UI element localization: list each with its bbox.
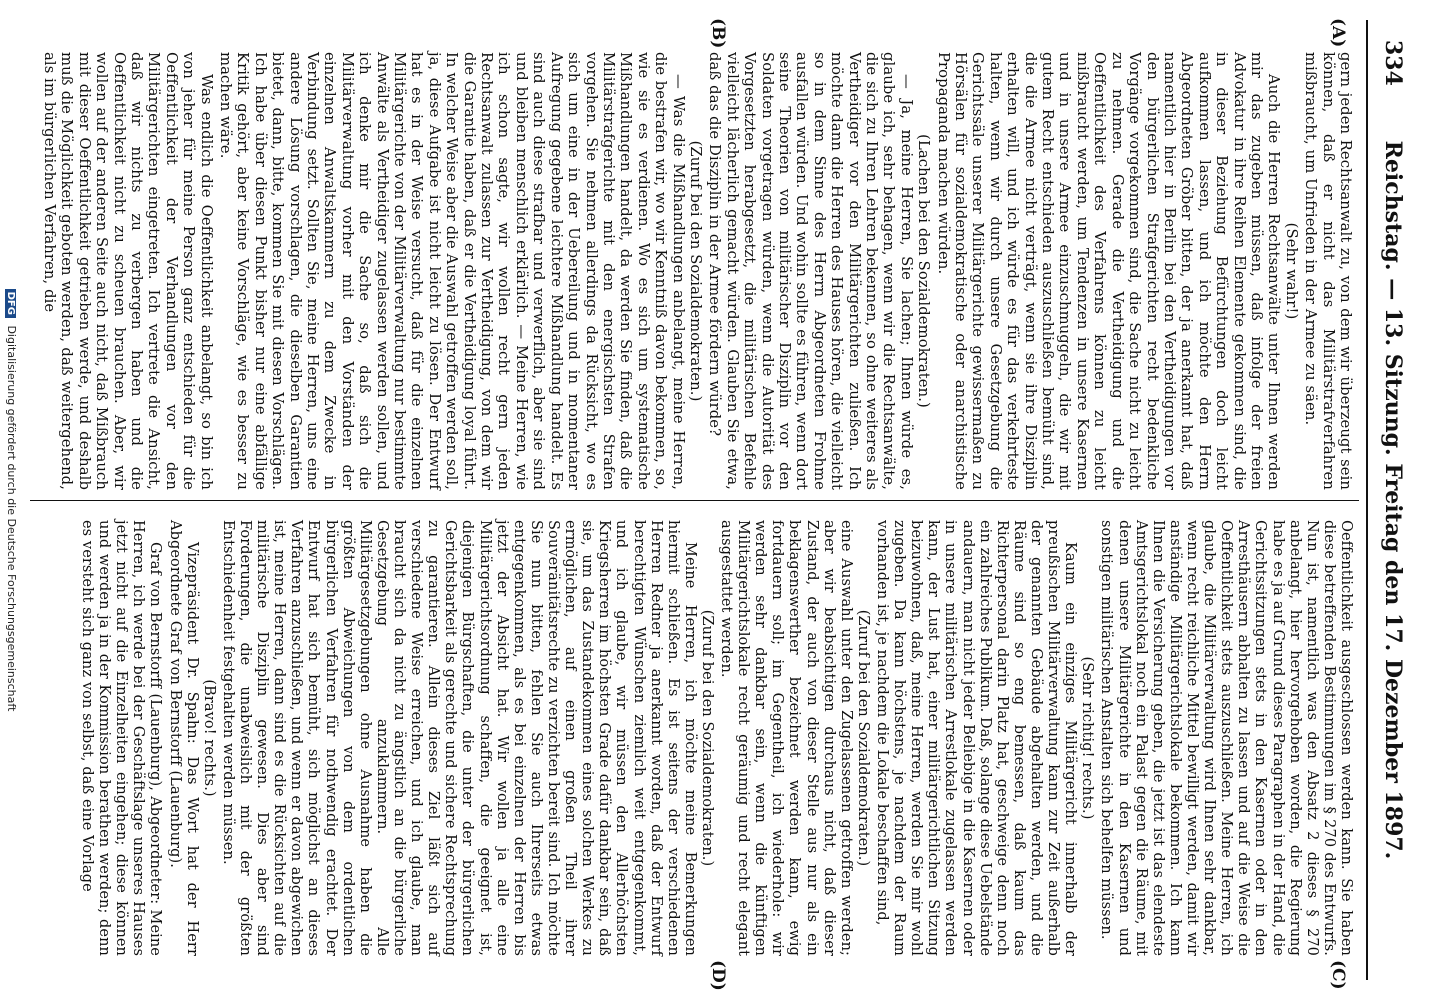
dfg-logo: DFG [5, 289, 16, 318]
digitization-footer [5, 0, 18, 1000]
page-number: 334 [1380, 40, 1406, 86]
page-title: Reichstag. — 13. Sitzung. Freitag den 17. Dezember 1897. [1380, 140, 1406, 860]
paragraph: gern jeden Rechtsanwalt zu, von dem wir überzeugt sein können, daß er nicht das Militärstrafverfahren mißbraucht, um Unfrieden in der Armee zu säen. [1302, 52, 1354, 490]
paragraph: Kaum ein einziges Militärgericht innerhalb der preußischen Militärverwaltung kann zur Zeit außerhalb der genannten Gebäude abgehalten werden, und die Räume sind so eng bemessen, daß kaum das Richterpersonal darin Platz hat, geschweige denn noch ein zahlreiches Publikum. Daß, solange diese Uebelstände andauern, man nicht jeder Beliebige in die Kasernen oder in unsere militärischen Arrestlokale zugelassen werden kann, der Lust hat, einer militärgerichtlichen Sitzung beizuwohnen, daß, meine Herren, werden Sie mir wohl zugeben. Da kann höchstens, je nachdem der Raum vorhanden ist, je nachdem die Lokale beschaffen sind, [874, 520, 1079, 956]
margin-marker-c: (C) [1328, 960, 1348, 990]
left-column [39, 52, 1354, 490]
interjection: (Bravo! rechts.) [200, 679, 217, 797]
paragraph: Vizepräsident Dr. Spahn: Das Wort hat der Herr Abgeordnete Graf von Bernstorff (Lauenburg). [166, 520, 200, 956]
paragraph: Was endlich die Oeffentlichkeit anbelangt, so bin ich von jeher für meine Person ganz entschieden für die Oeffentlichkeit der Verhandlungen vor den Militärgerichten eingetreten. Ich vertrete die Ansicht, daß wir nichts zu verbergen haben und die Oeffentlichkeit nicht zu scheuen brauchen. Aber, wir wollen auf der anderen Seite auch nicht, daß Mißbrauch mit dieser Oeffentlichkeit getrieben werde, und deshalb muß die Möglichkeit geboten werden, daß weitergehend, als im bürgerlichen Verfahren, die [40, 52, 215, 490]
margin-marker-d: (D) [708, 960, 728, 991]
paragraph: Auch die Herren Rechtsanwälte unter Ihnen werden mir das zugeben müssen, daß infolge der freien Advokatur in ihre Reihen Elemente gekommen sind, die in dieser Beziehung Befürchtungen doch leicht aufkommen lassen, und ich möchte den Herrn Abgeordneten Gröber bitten, der ja anerkannt hat, daß namentlich hier in Berlin bei den Vertheidigungen vor den bürgerlichen Strafgerichten recht bedenkliche Vorgänge vorgekommen sind, die Sache nicht zu leicht zu nehmen. Gerade die Vertheidigung und die Oeffentlichkeit des Verfahrens können zu leicht mißbraucht werden, um Tendenzen in unsere Kasernen und in unsere Armee einzuschmuggeln, die wir mit gutem Recht entschieden auszuschließen bemüht sind, die die Armee nicht verträgt, wenn sie ihre Disziplin erhalten will, und ich würde es für das verkehrteste halten, wenn wir durch unsere Gesetzgebung die Gerichtssäle unserer Militärgerichte gewissermaßen zu Hörsälen für sozialdemokratische oder anarchistische Propaganda machen würden. [934, 52, 1283, 490]
paragraph: Oeffentlichkeit ausgeschlossen werden kann. Sie haben diese betreffenden Bestimmungen im § 270 des Entwurfs. Nun ist, namentlich was den Absatz 2 dieses § 270 anbelangt, hier hervorgehoben worden, die Regierung habe es ja auf Grund dieses Paragraphen in der Hand, die Gerichtssitzungen stets in den Kasernen oder in den Arresthäusern abhalten zu lassen und auf die Weise die Oeffentlichkeit stets auszuschließen. Meine Herren, ich glaube, die Militärverwaltung wird Ihnen sehr dankbar, wenn recht reichliche Mittel bewilligt werden, damit wir anständige Militärgerichtslokale bekommen. Ich kann Ihnen die Versicherung geben, die jetzt ist das elendeste Amtsgerichtslokal noch ein Palast gegen die Räume, mit denen unsere Militärgerichte in den Kasernen und sonstigen militärischen Anstalten sich behelfen müssen. [1098, 520, 1354, 956]
margin-marker-a: (A) [1328, 18, 1348, 48]
page-header [1366, 40, 1406, 960]
paragraph: Graf von Bernstorff (Lauenburg), Abgeordneter: Meine Herren, ich werde bei der Geschäftslage unseres Hauses jetzt nicht auf die Einzelheiten eingehen; diese können und werden ja in der Kommission berathen werden; denn es versteht sich ganz von selbst, daß eine Vorlage [79, 520, 164, 956]
column-divider [30, 500, 1359, 501]
interjection: (Lachen bei den Sozialdemokraten.) [915, 134, 933, 408]
interjection: (Zuruf bei den Sozialdemokraten.) [686, 140, 704, 402]
paragraph: — Ja, meine Herren, Sie lachen; Ihnen würde es, glaube ich, sehr behagen, wenn wir die Rechtsanwälte, die sich zu Ihren Lehren bekennen, so ohne weiteres als Vertheidiger vor den Militärgerichten zuließen. Ich möchte dann die Herren des Hauses hören, die vielleicht so in dem Sinne des Herrn Abgeordneten Frohme ausfallen würden. Und wohin sollte es führen, wenn dort seine Theorien von militärischer Disziplin vor den Soldaten vorgetragen würden, wenn die Autorität des Vorgesetzten herabgesetzt, die militärischen Befehle vielleicht lächerlich gemacht würden. Glauben Sie etwa, daß das die Disziplin in der Armee fördern würde? [706, 52, 915, 490]
interjection: (Zuruf bei den Sozialdemokraten.) [698, 609, 715, 867]
paragraph: — Was die Mißhandlungen anbelangt, meine Herren, die bestrafen wir, wo wir Kenntniß davon bekommen, so, wie sie es verdienen. Wo es sich um systematische Mißhandlungen handelt, da werden Sie finden, daß die Militärstrafgerichte mit den energischsten Strafen vorgehen. Sie nehmen allerdings da Rücksicht, wo es sich um eine in der Uebereilung und in momentaner Aufregung gegebene leichtere Mißhandlung handelt. Es sind auch diese strafbar und verwerflich, aber sie sind und bleiben menschlich erklärlich. — Meine Herren, wie ich schon sagte, wir wollen recht gern jeden Rechtsanwalt zulassen zur Vertheidigung, von dem wir die Garantie haben, daß er die Vertheidigung loyal führt. In welcher Weise aber die Auswahl getroffen werden soll, ja, diese Aufgabe ist nicht leicht zu lösen. Der Entwurf hat es in der Weise versucht, daß für die einzelnen Militärgerichte von der Militärverwaltung nur bestimmte Anwälte als Vertheidiger zugelassen werden sollen, und ich denke mir die Sache so, daß sich die Militärverwaltung vorher mit den Vorständen der einzelnen Anwaltskammern zu dem Zwecke in Verbindung setzt. Sollten Sie, meine Herren, uns eine andere Lösung vorschlagen, die dieselben Garantien bietet, dann, bitte, kommen Sie mit diesen Vorschlägen. Ich habe über diesen Punkt bisher nur eine abfällige Kritik gehört, aber keine Vorschläge, wie es besser zu machen wäre. [217, 52, 687, 490]
paragraph: eine Auswahl unter den Zugelassenen getroffen werden; aber wir beabsichtigen durchaus nicht, daß dieser Zustand, der auch von dieser Stelle aus nur als ein beklagenswerther bezeichnet werden kann, ewig fortdauern soll; im Gegentheil, ich wiederhole: wir werden sehr dankbar sein, wenn die künftigen Militärgerichtslokale recht geräumig und recht elegant ausgestattet werden. [718, 520, 854, 956]
footer-text: Digitalisierung gefördert durch die Deutsche Forschungsgemeinschaft [5, 325, 18, 712]
interjection: (Sehr richtig! rechts.) [1079, 656, 1096, 820]
paragraph: Meine Herren, ich möchte meine Bemerkungen hiermit schließen. Es ist seitens der verschiedenen Herren Redner ja anerkannt worden, daß der Entwurf berechtigten Wünschen ziemlich weit entgegenkommt, und ich glaube, wir müssen den Allerhöchsten Kriegsherren im höchsten Grade dafür dankbar sein, daß sie, um das Zustandekommen eines solchen Werkes zu ermöglichen, auf einen großen Theil ihrer Souveränitätsrechte zu verzichten bereit sind. Ich möchte Sie nun bitten, fehlen Sie auch Ihrerseits etwas entgegenkommen, als es bei einzelnen der Herren bis jetzt der Absicht hat. Wir wollen ja alle eine Militärgerichtsordnung schaffen, die geeignet ist, diejenigen Bürgschaften, die unter der bürgerlichen Gerichtsbarkeit als gerechte und sichere Rechtsprechung zu garantieren. Allein dieses Ziel läßt sich auf verschiedene Weise erreichen, und ich glaube, man braucht sich da nicht zu ängstlich an die bürgerliche Gesetzgebung anzuklammern. Alle Militärgesetzgebungen ohne Ausnahme haben die größten Abweichungen von dem ordentlichen bürgerlichen Verfahren für nothwendig erachtet. Der Entwurf hat sich bemüht, sich möglichst an dieses Verfahren anzuschließen, und wenn er davon abgewichen ist, meine Herren, dann sind es die Rücksichten auf die militärische Disziplin gewesen. Dies aber sind Forderungen, die unabweislich mit der größten Entschiedenheit festgehalten werden müssen. [219, 520, 698, 956]
header-rule [1366, 20, 1368, 980]
interjection: (Zuruf bei den Sozialdemokraten.) [854, 609, 871, 867]
margin-marker-b: (B) [708, 18, 728, 49]
interjection: (Sehr wahr!) [1282, 222, 1300, 320]
right-column [76, 520, 1354, 956]
